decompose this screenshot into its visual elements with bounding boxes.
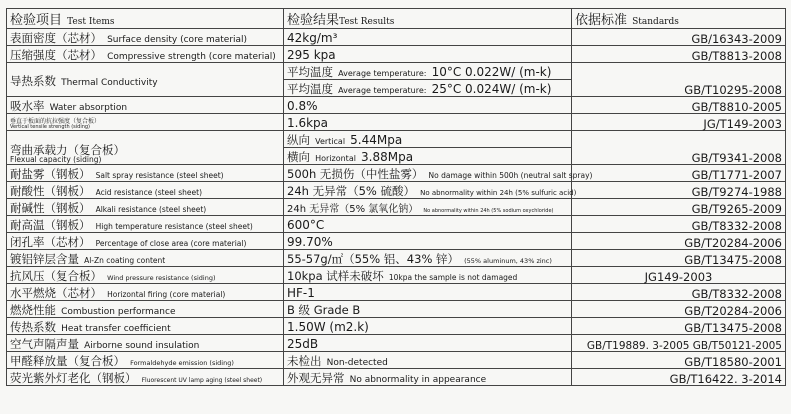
item-en: Vertical tensile strength (siding) <box>10 124 91 130</box>
result-value: HF-1 <box>287 286 315 300</box>
result-cn: 纵向 <box>287 133 310 147</box>
item-en: Salt spray resistance (steel sheet) <box>95 171 224 180</box>
standard-value: GB/T19889. 3-2005 GB/T50121-2005 <box>586 339 782 352</box>
table-row <box>7 114 786 131</box>
item-cn: 镀铝锌层含量 <box>10 252 79 266</box>
standard-cell <box>572 114 786 131</box>
result-en: 10kpa the sample is not damaged <box>388 273 518 282</box>
result-cell <box>284 250 572 267</box>
header-result-en: Test Results <box>339 16 395 27</box>
result-value: 外观无异常 <box>287 371 345 385</box>
test-item-cell <box>7 369 284 386</box>
test-item-cell <box>7 29 284 46</box>
header-standards <box>572 9 786 29</box>
result-en: Average temperature: <box>338 86 427 95</box>
standard-cell <box>572 131 786 165</box>
result-value: 500h 无损伤（中性盐雾） <box>287 167 424 181</box>
result-value: 24h 无异常（5% 氯氧化钠） <box>287 204 419 215</box>
test-item-cell <box>7 97 284 114</box>
standard-value: GB/T8332-2008 <box>691 286 782 301</box>
test-item-cell <box>7 114 284 131</box>
table-row <box>7 165 786 182</box>
standard-value: GB/T8332-2008 <box>691 218 782 233</box>
test-item-cell <box>7 199 284 216</box>
item-en: Acid resistance (steel sheet) <box>95 188 203 197</box>
item-cn: 耐酸性（钢板） <box>10 184 91 198</box>
result-en: No abnormality within 24h (5% sulfuric acid) <box>420 189 577 197</box>
item-en: Airborne sound insulation <box>84 341 200 351</box>
result-en: No damage within 500h (neutral salt spray) <box>428 171 593 180</box>
standard-cell <box>572 233 786 250</box>
standard-cell <box>572 46 786 63</box>
result-cell <box>284 148 572 165</box>
test-results-table <box>6 8 786 386</box>
result-value: 295 kpa <box>287 48 336 62</box>
result-cell <box>284 199 572 216</box>
item-en: Compressive strength (core material) <box>107 52 276 62</box>
result-value: 1.50W (m2.k) <box>287 320 369 334</box>
result-value: 1.6kpa <box>287 116 329 130</box>
table-row <box>7 199 786 216</box>
item-cn: 垂直于板面的抗拉强度（复合板） <box>10 118 101 125</box>
header-std-en: Standards <box>632 16 679 27</box>
result-cell <box>284 352 572 369</box>
standard-value: GB/T1771-2007 <box>691 167 782 182</box>
standard-cell <box>572 267 786 284</box>
item-cn: 耐盐雾（钢板） <box>10 167 91 181</box>
table-row <box>7 352 786 369</box>
result-cell <box>284 114 572 131</box>
result-cell <box>284 216 572 233</box>
item-en: Water absorption <box>49 103 128 113</box>
table-row <box>7 182 786 199</box>
table-row <box>7 267 786 284</box>
table-row <box>7 216 786 233</box>
test-item-cell <box>7 352 284 369</box>
result-value: B 级 Grade B <box>287 303 361 317</box>
table-row <box>7 46 786 63</box>
standard-cell <box>572 165 786 182</box>
result-en: (55% aluminum, 43% zinc) <box>464 257 552 265</box>
item-en: Al-Zn coating content <box>84 256 166 265</box>
test-item-cell <box>7 233 284 250</box>
standard-value: GB/T9274-1988 <box>691 184 782 199</box>
result-cell <box>284 29 572 46</box>
item-en: Thermal Conductivity <box>61 77 158 88</box>
standard-value: GB/T13475-2008 <box>684 252 782 267</box>
standard-cell <box>572 29 786 46</box>
result-cell <box>284 267 572 284</box>
item-cn: 传热系数 <box>10 320 56 334</box>
result-cell <box>284 182 577 199</box>
table-row <box>7 318 786 335</box>
standard-cell <box>572 63 786 97</box>
result-cell <box>284 233 572 250</box>
table-row <box>7 63 786 80</box>
standard-value: GB/T20284-2006 <box>684 303 782 318</box>
result-value: 3.88Mpa <box>361 150 414 164</box>
header-item-en: Test Items <box>67 16 115 27</box>
test-item-cell <box>7 165 284 182</box>
result-cell <box>284 165 593 182</box>
result-value: 99.70% <box>287 235 333 249</box>
item-cn: 吸水率 <box>10 99 45 113</box>
standard-value: GB/T9341-2008 <box>691 150 782 165</box>
standard-cell <box>572 97 786 114</box>
table-row <box>7 97 786 114</box>
item-en: Horizontal firing (core material) <box>107 290 226 299</box>
test-item-cell <box>7 301 284 318</box>
standard-value: JG/T149-2003 <box>703 116 782 131</box>
item-en: Alkali resistance (steel sheet) <box>95 205 207 214</box>
result-en: No abnormality in appearance <box>349 375 487 385</box>
header-item-cn: 检验项目 <box>10 12 63 28</box>
result-value: 10kpa 试样未破坏 <box>287 269 384 283</box>
standard-cell <box>572 369 786 386</box>
item-cn: 闭孔率（芯材） <box>10 235 91 249</box>
result-en: Non-detected <box>326 358 388 368</box>
table-row <box>7 131 786 148</box>
standard-value: GB/T20284-2006 <box>684 235 782 250</box>
item-cn: 甲醛释放量（复合板） <box>10 354 125 368</box>
result-value: 55-57g/㎡（55% 铝、43% 锌） <box>287 252 460 266</box>
table-row <box>7 369 786 386</box>
table-row <box>7 250 786 267</box>
result-value: 24h 无异常（5% 硫酸） <box>287 184 415 198</box>
result-en: Vertical <box>315 137 346 146</box>
result-value: 25°C 0.024W/ (m-k) <box>431 82 552 96</box>
test-item-cell <box>7 216 284 233</box>
item-en: Fluorescent UV lamp aging (steel sheet) <box>141 377 263 384</box>
standard-cell <box>572 318 786 335</box>
header-test-items <box>7 9 284 29</box>
result-value: 0.8% <box>287 99 318 113</box>
result-cell <box>284 284 572 301</box>
test-item-cell <box>7 250 284 267</box>
item-en: High temperature resistance (steel sheet) <box>95 222 253 231</box>
test-item-cell <box>7 284 284 301</box>
standard-cell <box>572 199 786 216</box>
header-result-cn: 检验结果 <box>287 12 340 28</box>
result-cell <box>284 318 572 335</box>
test-item-cell <box>7 131 284 165</box>
standard-value: GB/T18580-2001 <box>684 354 782 369</box>
result-cell <box>284 131 572 148</box>
result-cn: 平均温度 <box>287 82 333 96</box>
item-cn: 抗风压（复合板） <box>10 269 102 283</box>
item-cn: 荧光紫外灯老化（钢板） <box>10 371 137 385</box>
header-test-results <box>284 9 572 29</box>
result-en: No abnormality within 24h (5% sodium oxychloride) <box>423 208 554 214</box>
result-value: 600°C <box>287 218 325 232</box>
standard-value: GB/T16422. 3-2014 <box>669 371 782 386</box>
item-cn: 耐高温（钢板） <box>10 218 91 232</box>
table-row <box>7 301 786 318</box>
item-en: Heat transfer coefficient <box>61 324 171 334</box>
standard-cell <box>572 352 786 369</box>
result-cell <box>284 335 572 352</box>
result-value: 10°C 0.022W/ (m-k) <box>431 65 552 79</box>
standard-value: GB/T8810-2005 <box>691 99 782 114</box>
item-en: Combustion performance <box>61 307 176 317</box>
header-std-cn: 依据标准 <box>575 12 628 28</box>
table-row <box>7 29 786 46</box>
item-en: Flexual capacity (siding) <box>10 155 102 165</box>
standard-cell <box>572 335 786 352</box>
test-item-cell <box>7 63 284 97</box>
table-row <box>7 335 786 352</box>
item-cn: 耐碱性（钢板） <box>10 201 91 215</box>
table-header-row <box>7 9 786 29</box>
item-en: Wind pressure resistance (siding) <box>107 274 216 282</box>
item-en: Formaldehyde emission (siding) <box>130 359 234 367</box>
table-row <box>7 233 786 250</box>
test-item-cell <box>7 182 284 199</box>
result-value: 25dB <box>287 337 319 351</box>
standard-value: GB/T8813-2008 <box>691 48 782 63</box>
table-row <box>7 284 786 301</box>
standard-cell <box>572 284 786 301</box>
result-cn: 平均温度 <box>287 65 333 79</box>
item-cn: 空气声隔声量 <box>10 337 79 351</box>
result-en: Horizontal <box>315 154 356 163</box>
item-cn: 弯曲承载力（复合板） <box>10 143 125 158</box>
test-item-cell <box>7 318 284 335</box>
result-cell <box>284 97 572 114</box>
standard-value: GB/T10295-2008 <box>684 82 782 97</box>
item-cn: 水平燃烧（芯材） <box>10 286 102 300</box>
result-value: 5.44Mpa <box>350 133 403 147</box>
result-value: 42kg/m³ <box>287 31 338 45</box>
item-en: Percentage of close area (core material) <box>95 239 247 248</box>
test-item-cell <box>7 46 284 63</box>
result-value: 未检出 <box>287 354 322 368</box>
standard-cell <box>572 182 786 199</box>
standard-value: GB/16343-2009 <box>691 31 782 46</box>
standard-cell <box>572 250 786 267</box>
result-cn: 横向 <box>287 150 310 164</box>
standard-cell <box>572 216 786 233</box>
result-cell <box>284 369 572 386</box>
result-cell <box>284 80 572 97</box>
item-cn: 表面密度（芯材） <box>10 31 102 45</box>
result-cell <box>284 301 572 318</box>
standard-value: JG149-2003 <box>644 269 713 284</box>
result-cell <box>284 63 572 80</box>
standard-cell <box>572 301 786 318</box>
item-cn: 燃烧性能 <box>10 303 56 317</box>
item-cn: 导热系数 <box>10 73 56 88</box>
item-en: Surface density (core material) <box>107 35 248 45</box>
result-cell <box>284 46 572 63</box>
test-item-cell <box>7 335 284 352</box>
item-cn: 压缩强度（芯材） <box>10 48 102 62</box>
result-en: Average temperature: <box>338 69 427 78</box>
standard-value: GB/T9265-2009 <box>691 201 782 216</box>
test-item-cell <box>7 267 284 284</box>
standard-value: GB/T13475-2008 <box>684 320 782 335</box>
